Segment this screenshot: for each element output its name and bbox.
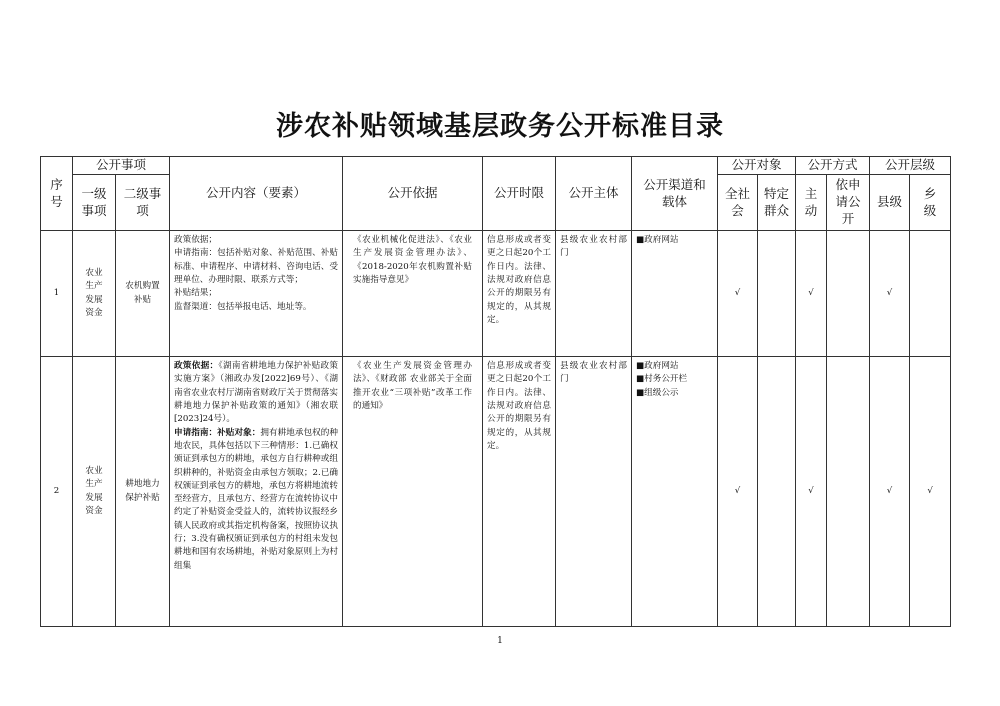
header-channel: 公开渠道和载体 [632, 157, 718, 231]
row-time-limit: 信息形成或者变更之日起20个工作日内。法律、法规对政府信息公开的期限另有规定的，从其规定。 [483, 357, 556, 627]
row-level2: 耕地地力保护补贴 [116, 357, 170, 627]
check-mode-active: √ [796, 357, 827, 627]
table-row [41, 231, 951, 357]
check-mode-active: √ [796, 231, 827, 357]
check-target-specific [758, 357, 796, 627]
check-target-specific [758, 231, 796, 357]
header-matter-group: 公开事项 [73, 157, 170, 175]
check-target-all: √ [718, 231, 758, 357]
row-content: 政策依据：《湖南省耕地地力保护补贴政策实施方案》（湘政办发[2022]69号）、《湖南省农业农村厅湖南省财政厅关于贯彻落实耕地地力保护补贴政策的通知》（湘农联[2023]24号）。 申请指南：补贴对象：拥有耕地承包权的种地农民，具体包括以下三种情形：1.已确权颁证到承包方的耕地，承包方自行耕种或组织耕种的，补贴资金由承包方领取；2.已确权颁证到承包方的耕地，承包方将耕地流转至经营方，且承包方、经营方在流转协议中约定了补贴资金受益人的，流转协议报经乡镇人民政府或其指定机构备案，按照协议执行；3.没有确权颁证到承包方的村组未发包耕地和国有农场耕地，补贴对象原则上为村组集 [170, 357, 343, 627]
check-target-all: √ [718, 357, 758, 627]
check-level-township [910, 231, 951, 357]
row-subject: 县级农业农村部门 [556, 231, 632, 357]
row-subject: 县级农业农村部门 [556, 357, 632, 627]
row-level1: 农业生产发展资金 [73, 231, 116, 357]
header-basis: 公开依据 [343, 157, 483, 231]
row-seq: 2 [41, 357, 73, 627]
row-basis: 《农业生产发展资金管理办法》、《财政部 农业部关于全面推开农业“三项补贴”改革工作的通知》 [343, 357, 483, 627]
header-level-county: 县级 [870, 175, 910, 231]
header-row-groups [41, 157, 951, 175]
page-title: 涉农补贴领域基层政务公开标准目录 [276, 111, 724, 142]
header-target-group: 公开对象 [718, 157, 796, 175]
row-seq: 1 [41, 231, 73, 357]
catalog-table [40, 156, 951, 627]
header-level-group: 公开层级 [870, 157, 951, 175]
header-level2: 二级事项 [116, 175, 170, 231]
header-seq: 序号 [41, 157, 73, 231]
row-level2: 农机购置补贴 [116, 231, 170, 357]
header-mode-group: 公开方式 [796, 157, 870, 175]
header-subject: 公开主体 [556, 157, 632, 231]
header-mode-apply: 依申请公开 [827, 175, 870, 231]
row-basis: 《农业机械化促进法》、《农业生产发展资金管理办法》、《2018-2020年农机购置补贴实施指导意见》 [343, 231, 483, 357]
row-level1: 农业生产发展资金 [73, 357, 116, 627]
header-mode-active: 主动 [796, 175, 827, 231]
check-level-township: √ [910, 357, 951, 627]
page-number: 1 [497, 636, 503, 646]
check-mode-apply [827, 357, 870, 627]
header-level1: 一级事项 [73, 175, 116, 231]
check-mode-apply [827, 231, 870, 357]
row-content: 政策依据； 申请指南：包括补贴对象、补贴范围、补贴标准、申请程序、申请材料、咨询电话、受理单位、办理时限、联系方式等； 补贴结果； 监督渠道：包括举报电话、地址等。 [170, 231, 343, 357]
header-target-all: 全社会 [718, 175, 758, 231]
header-level-township: 乡级 [910, 175, 951, 231]
table-row [41, 357, 951, 627]
row-channels: ■政府网站 ■村务公开栏 ■组级公示 [632, 357, 718, 627]
row-channels: ■政府网站 [632, 231, 718, 357]
row-time-limit: 信息形成或者变更之日起20个工作日内。法律、法规对政府信息公开的期限另有规定的，从其规定。 [483, 231, 556, 357]
header-time-limit: 公开时限 [483, 157, 556, 231]
check-level-county: √ [870, 357, 910, 627]
header-target-specific: 特定群众 [758, 175, 796, 231]
header-content: 公开内容（要素） [170, 157, 343, 231]
check-level-county: √ [870, 231, 910, 357]
